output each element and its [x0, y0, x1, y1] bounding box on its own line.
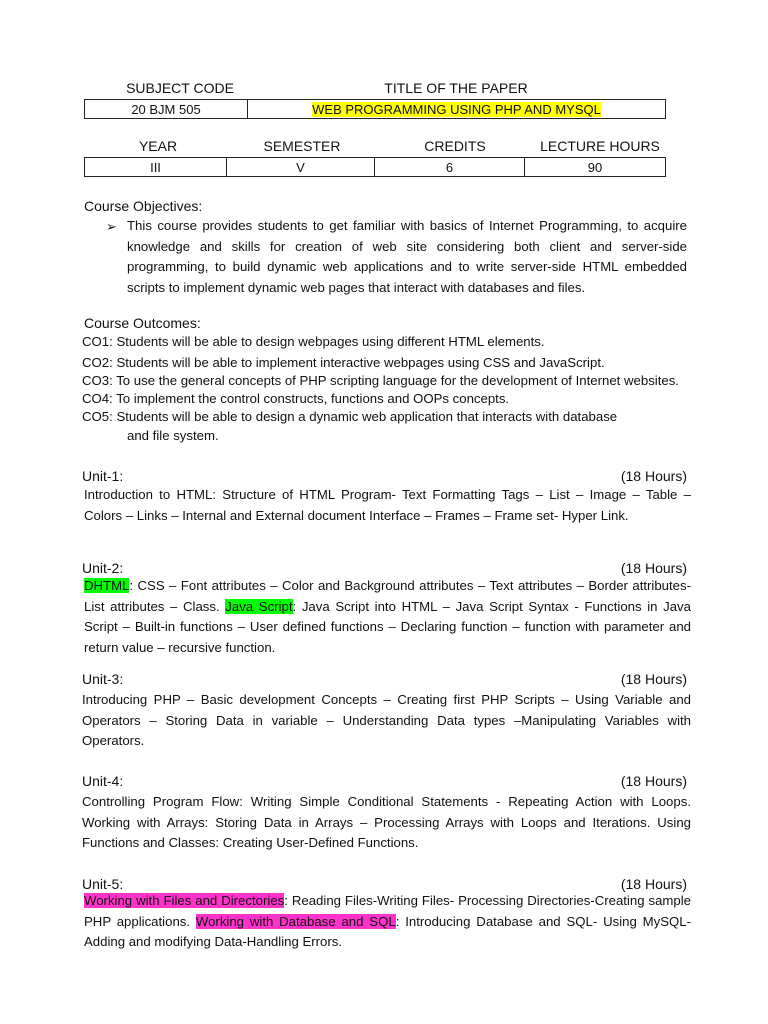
credits-value: 6: [375, 158, 525, 177]
highlight-files-directories: Working with Files and Directories: [84, 893, 285, 908]
arrow-bullet-icon: ➢: [106, 219, 117, 234]
outcome-co5-continuation: and file system.: [127, 428, 219, 443]
paper-title: WEB PROGRAMMING USING PHP AND MYSQL: [312, 101, 601, 117]
details-table: [84, 157, 666, 177]
unit-4-text: Controlling Program Flow: Writing Simple Conditional Statements - Repeating Action with Loops. Working with Arrays: Storing Data in Arrays – Processing Arrays with Loops and Iterations. Using Functions and Classes: Creating User-Defined Functions.: [82, 794, 691, 850]
lecture-hours-value: 90: [525, 158, 666, 177]
unit-2-header: [82, 560, 687, 576]
outcomes-heading: Course Outcomes:: [84, 315, 201, 331]
subject-code-label: SUBJECT CODE: [126, 80, 234, 96]
highlight-dhtml: DHTML: [84, 578, 130, 593]
subject-table: [84, 99, 666, 119]
unit-label: Unit-1:: [82, 468, 124, 484]
subject-code: 20 BJM 505: [85, 100, 248, 119]
lecture-hours-label: LECTURE HOURS: [540, 138, 660, 154]
unit-5-text-part1: : Reading Files-Writing Files- Processing Directories-Creating sample PHP applications.: [84, 893, 691, 929]
unit-hours: (18 Hours): [620, 468, 687, 484]
unit-5-header: [82, 876, 687, 892]
outcome-co2: CO2: Students will be able to implement interactive webpages using CSS and JavaScript.: [82, 355, 605, 370]
highlight-java-script: Java Script: [225, 598, 293, 614]
unit-label: Unit-2:: [82, 560, 124, 576]
unit-1-text: Introduction to HTML: Structure of HTML Program- Text Formatting Tags – List – Image – Table – Colors – Links – Internal and External document Interface – Frames – Frame set- Hyper Link.: [84, 487, 691, 523]
objectives-heading: Course Objectives:: [84, 198, 203, 214]
semester-label: SEMESTER: [263, 138, 341, 154]
unit-label: Unit-4:: [82, 773, 124, 789]
unit-1-header: [82, 468, 687, 484]
unit-5-text: [84, 891, 691, 953]
unit-4-header: [82, 773, 687, 789]
outcome-co1: CO1: Students will be able to design webpages using different HTML elements.: [82, 334, 545, 349]
unit-hours: (18 Hours): [620, 876, 687, 892]
outcome-co4: CO4: To implement the control constructs, functions and OOPs concepts.: [82, 391, 510, 406]
unit-5-text-part2: : Introducing Database and SQL- Using MySQL-Adding and modifying Data-Handling Errors.: [84, 913, 692, 949]
highlight-database-sql: Working with Database and SQL: [195, 913, 396, 929]
credits-label: CREDITS: [424, 138, 486, 154]
unit-3-header: [82, 671, 687, 687]
outcome-co3: CO3: To use the general concepts of PHP scripting language for the development of Internet websites.: [82, 373, 679, 388]
unit-hours: (18 Hours): [620, 773, 687, 789]
year-value: III: [85, 158, 227, 177]
year-label: YEAR: [138, 138, 178, 154]
title-label: TITLE OF THE PAPER: [384, 80, 528, 96]
unit-2-text: [84, 576, 691, 658]
unit-label: Unit-3:: [82, 671, 124, 687]
unit-label: Unit-5:: [82, 876, 124, 892]
objectives-text: This course provides students to get familiar with basics of Internet Programming, to acquire knowledge and skills for creation of web site considering both client and server-side programming, to build dynamic web applications and to write server-side HTML embedded scripts to implement dynamic web pages that interact with databases and files.: [127, 218, 687, 295]
semester-value: V: [227, 158, 375, 177]
unit-2-text-part1: : CSS – Font attributes – Color and Background attributes – Text attributes – Border attributes- List attributes – Class.: [84, 578, 691, 614]
outcome-co5: CO5: Students will be able to design a dynamic web application that interacts with database: [82, 409, 618, 424]
unit-2-text-part2: : Java Script into HTML – Java Script Syntax - Functions in Java Script – Built-in functions – User defined functions – Declaring function – function with parameter and return value – recursive function.: [84, 598, 691, 655]
unit-hours: (18 Hours): [620, 560, 687, 576]
unit-hours: (18 Hours): [620, 671, 687, 687]
unit-3-text: Introducing PHP – Basic development Concepts – Creating first PHP Scripts – Using Variable and Operators – Storing Data in variable – Understanding Data types –Manipulating Variables with Operators.: [82, 692, 691, 748]
paper-title-cell: [248, 100, 666, 119]
